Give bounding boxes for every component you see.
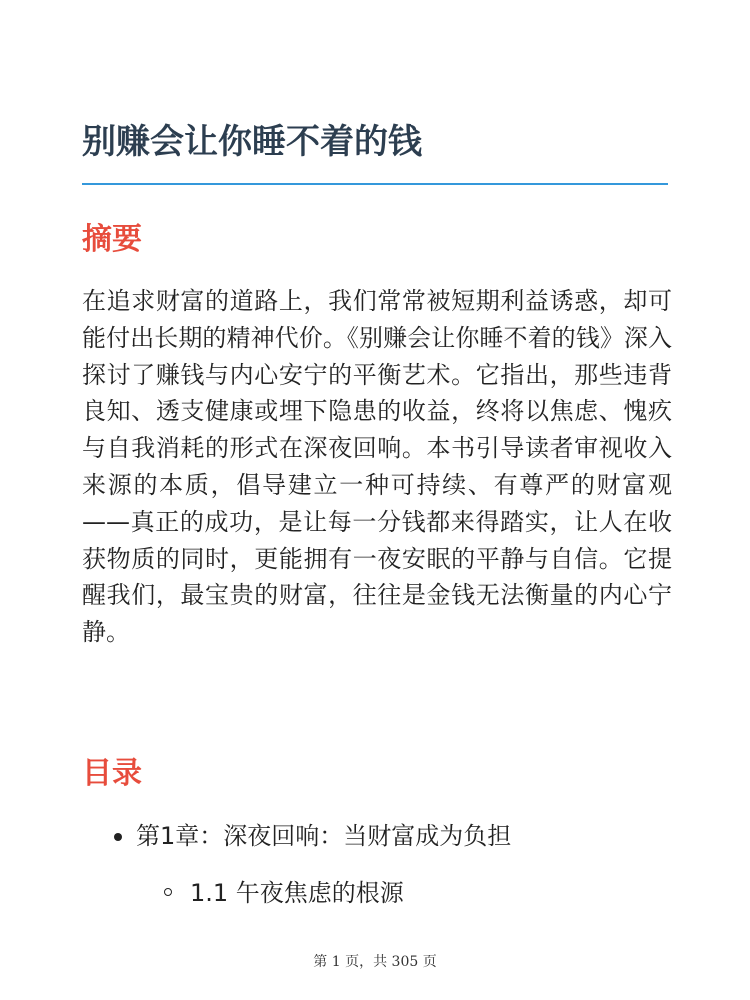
abstract-heading: 摘要 (82, 222, 142, 257)
title-divider (82, 183, 668, 185)
bullet-disc-icon (114, 833, 122, 841)
page-number-footer: 第 1 页，共 305 页 (313, 954, 437, 970)
document-title: 别赚会让你睡不着的钱 (82, 122, 422, 162)
toc-item-label[interactable]: 1.1 午夜焦虑的根源 (190, 879, 404, 907)
toc-heading: 目录 (82, 756, 142, 791)
toc-item-label[interactable]: 第1章：深夜回响：当财富成为负担 (136, 822, 512, 850)
abstract-paragraph: 在追求财富的道路上，我们常常被短期利益诱惑，却可能付出长期的精神代价。《别赚会让你睡不着的钱》深入探讨了赚钱与内心安宁的平衡艺术。它指出，那些违背良知、透支健康或埋下隐患的收益，终将以焦虑、愧疚与自我消耗的形式在深夜回响。本书引导读者审视收入来源的本质，倡导建立一种可持续、有尊严的财富观——真正的成功，是让每一分钱都来得踏实，让人在收获物质的同时，更能拥有一夜安眠的平静与自信。它提醒我们，最宝贵的财富，往往是金钱无法衡量的内心宁静。 (82, 287, 672, 647)
bullet-circle-icon (164, 888, 172, 896)
